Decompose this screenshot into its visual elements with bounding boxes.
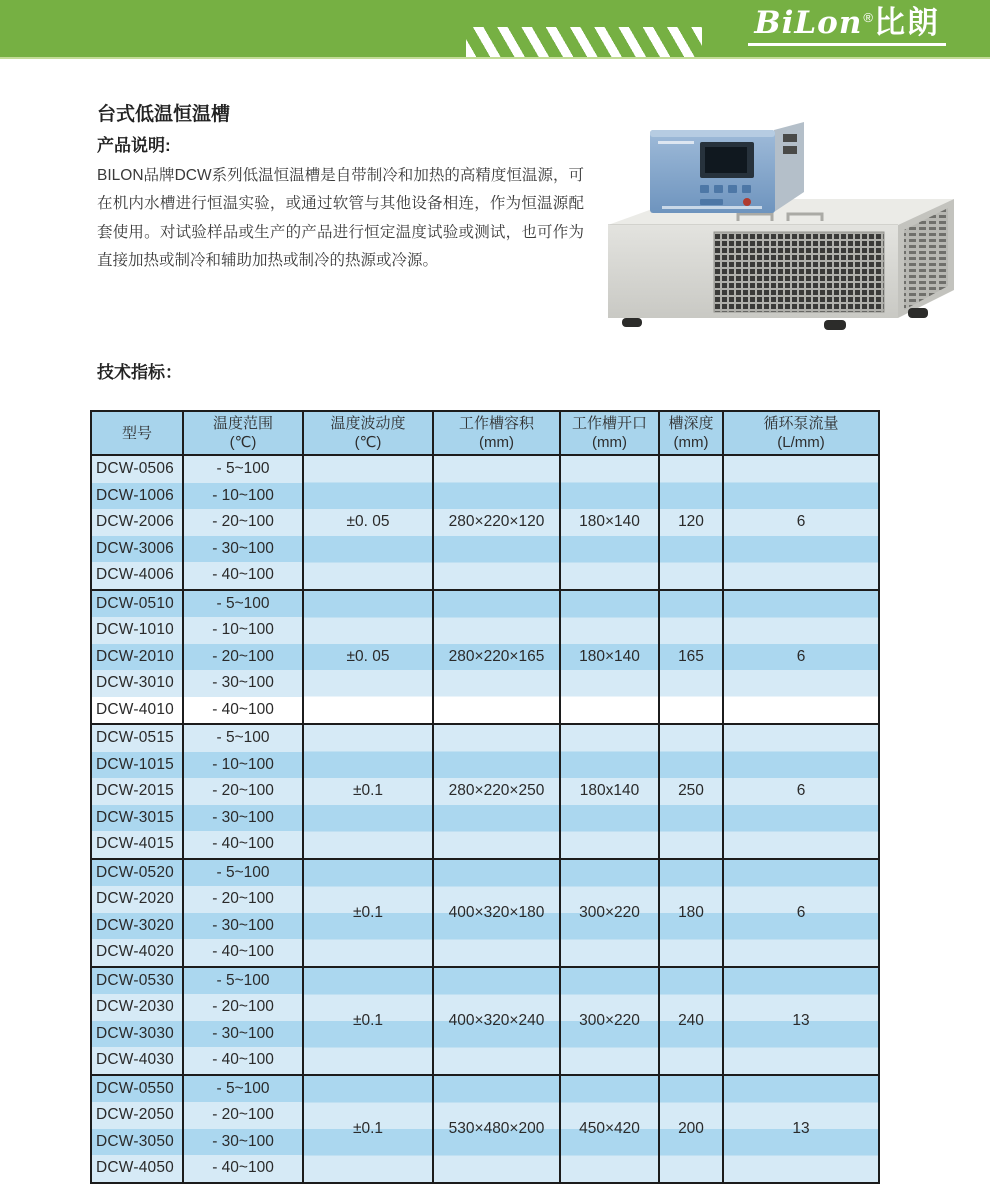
model-column (92, 456, 184, 589)
range-cell: - 30~100 (184, 913, 302, 940)
table-group-6 (92, 1076, 878, 1182)
range-cell: - 30~100 (184, 1021, 302, 1048)
flow-cell: 6 (724, 456, 878, 589)
header-line: (mm) (673, 434, 709, 451)
range-cell: - 40~100 (184, 831, 302, 858)
model-cell: DCW-3020 (92, 913, 182, 940)
depth-cell: 120 (660, 456, 724, 589)
opening-cell: 450×420 (561, 1076, 660, 1182)
opening-cell: 180×140 (561, 591, 660, 724)
volume-cell: 280×220×120 (434, 456, 561, 589)
volume-cell: 280×220×165 (434, 591, 561, 724)
range-cell: - 5~100 (184, 968, 302, 995)
range-column (184, 860, 304, 966)
fluctuation-cell: ±0.1 (304, 725, 434, 858)
table-group-1 (92, 456, 878, 591)
depth-cell: 200 (660, 1076, 724, 1182)
model-cell: DCW-2015 (92, 778, 182, 805)
range-cell: - 10~100 (184, 752, 302, 779)
model-cell: DCW-2030 (92, 994, 182, 1021)
model-cell: DCW-4030 (92, 1047, 182, 1074)
range-cell: - 40~100 (184, 562, 302, 589)
model-cell: DCW-3010 (92, 670, 182, 697)
header-line: (mm) (479, 434, 514, 451)
bilon-logo (748, 7, 946, 46)
header-line: 工作槽开口 (571, 415, 647, 432)
range-cell: - 20~100 (184, 644, 302, 671)
model-cell: DCW-0510 (92, 591, 182, 618)
opening-cell: 300×220 (561, 860, 660, 966)
table-group-5 (92, 968, 878, 1076)
range-column (184, 1076, 304, 1182)
range-cell: - 20~100 (184, 509, 302, 536)
fluctuation-cell: ±0.1 (304, 860, 434, 966)
header-depth (660, 412, 724, 454)
model-cell: DCW-3030 (92, 1021, 182, 1048)
model-cell: DCW-4020 (92, 939, 182, 966)
range-cell: - 5~100 (184, 860, 302, 887)
model-cell: DCW-4015 (92, 831, 182, 858)
table-group-4 (92, 860, 878, 968)
diagonal-stripes-decoration (466, 27, 702, 57)
flow-cell: 6 (724, 860, 878, 966)
model-cell: DCW-4010 (92, 697, 182, 724)
product-photo (588, 100, 980, 336)
fluctuation-cell: ±0. 05 (304, 456, 434, 589)
model-cell: DCW-2006 (92, 509, 182, 536)
tech-specs-heading: 技术指标： (97, 363, 182, 383)
model-cell: DCW-1006 (92, 483, 182, 510)
model-cell: DCW-2010 (92, 644, 182, 671)
fluctuation-cell: ±0.1 (304, 1076, 434, 1182)
header-line: 槽深度 (668, 415, 714, 432)
header-line: (L/mm) (777, 434, 825, 451)
brand-banner (0, 0, 990, 57)
range-cell: - 30~100 (184, 536, 302, 563)
model-cell: DCW-3006 (92, 536, 182, 563)
model-cell: DCW-3050 (92, 1129, 182, 1156)
model-cell: DCW-0520 (92, 860, 182, 887)
range-cell: - 40~100 (184, 1155, 302, 1182)
model-column (92, 725, 184, 858)
range-cell: - 5~100 (184, 456, 302, 483)
model-column (92, 968, 184, 1074)
range-cell: - 10~100 (184, 617, 302, 644)
flow-cell: 13 (724, 1076, 878, 1182)
range-cell: - 30~100 (184, 670, 302, 697)
header-pump-flow (724, 412, 878, 454)
range-cell: - 40~100 (184, 1047, 302, 1074)
range-column (184, 968, 304, 1074)
table-group-2 (92, 591, 878, 726)
range-cell: - 30~100 (184, 805, 302, 832)
model-cell: DCW-4050 (92, 1155, 182, 1182)
opening-cell: 180×140 (561, 456, 660, 589)
range-cell: - 20~100 (184, 994, 302, 1021)
table-group-3 (92, 725, 878, 860)
model-cell: DCW-0515 (92, 725, 182, 752)
model-cell: DCW-0550 (92, 1076, 182, 1103)
range-cell: - 5~100 (184, 1076, 302, 1103)
banner-underline (0, 57, 990, 59)
registered-mark-icon: ® (863, 10, 873, 25)
range-cell: - 40~100 (184, 939, 302, 966)
range-cell: - 20~100 (184, 778, 302, 805)
product-description-text: BILON品牌DCW系列低温恒温槽是自带制冷和加热的高精度恒温源，可在机内水槽进行恒温实验，或通过软管与其他设备相连，作为恒温源配套使用。对试验样品或生产的产品进行恒定温度试验或测试，也可作为直接加热或制冷和辅助加热或制冷的热源或冷源。 (97, 166, 584, 270)
model-column (92, 860, 184, 966)
model-column (92, 591, 184, 724)
range-column (184, 456, 304, 589)
depth-cell: 240 (660, 968, 724, 1074)
header-line: (℃) (229, 434, 257, 451)
depth-cell: 250 (660, 725, 724, 858)
depth-cell: 165 (660, 591, 724, 724)
header-volume (434, 412, 561, 454)
header-line: 温度范围 (212, 415, 273, 432)
range-column (184, 725, 304, 858)
brand-chinese-text: 比朗 (874, 5, 940, 40)
fluctuation-cell: ±0.1 (304, 968, 434, 1074)
page-title: 台式低温恒温槽 (97, 103, 231, 125)
model-cell: DCW-1010 (92, 617, 182, 644)
volume-cell: 400×320×180 (434, 860, 561, 966)
header-fluctuation (304, 412, 434, 454)
depth-cell: 180 (660, 860, 724, 966)
header-line: 型号 (121, 424, 152, 442)
flow-cell: 6 (724, 591, 878, 724)
range-cell: - 20~100 (184, 1102, 302, 1129)
header-line: (mm) (592, 434, 627, 451)
volume-cell: 400×320×240 (434, 968, 561, 1074)
header-opening (561, 412, 660, 454)
model-cell: DCW-0506 (92, 456, 182, 483)
model-column (92, 1076, 184, 1182)
range-cell: - 10~100 (184, 483, 302, 510)
bath-illustration (588, 100, 980, 336)
product-description-heading: 产品说明: (97, 136, 171, 156)
model-cell: DCW-2050 (92, 1102, 182, 1129)
range-cell: - 20~100 (184, 886, 302, 913)
range-column (184, 591, 304, 724)
flow-cell: 13 (724, 968, 878, 1074)
volume-cell: 280×220×250 (434, 725, 561, 858)
table-header-row (92, 412, 878, 456)
flow-cell: 6 (724, 725, 878, 858)
opening-cell: 300×220 (561, 968, 660, 1074)
model-cell: DCW-2020 (92, 886, 182, 913)
model-cell: DCW-1015 (92, 752, 182, 779)
header-model (92, 412, 184, 454)
fluctuation-cell: ±0. 05 (304, 591, 434, 724)
brand-script-text: BiLon (754, 5, 863, 41)
header-line: 温度波动度 (330, 415, 406, 432)
model-cell: DCW-3015 (92, 805, 182, 832)
range-cell: - 5~100 (184, 591, 302, 618)
volume-cell: 530×480×200 (434, 1076, 561, 1182)
spec-table (90, 410, 880, 1184)
opening-cell: 180x140 (561, 725, 660, 858)
header-line: 工作槽容积 (458, 415, 534, 432)
header-temp-range (184, 412, 304, 454)
range-cell: - 5~100 (184, 725, 302, 752)
range-cell: - 30~100 (184, 1129, 302, 1156)
header-line: 循环泵流量 (763, 415, 839, 432)
range-cell: - 40~100 (184, 697, 302, 724)
model-cell: DCW-4006 (92, 562, 182, 589)
model-cell: DCW-0530 (92, 968, 182, 995)
header-line: (℃) (354, 434, 382, 451)
